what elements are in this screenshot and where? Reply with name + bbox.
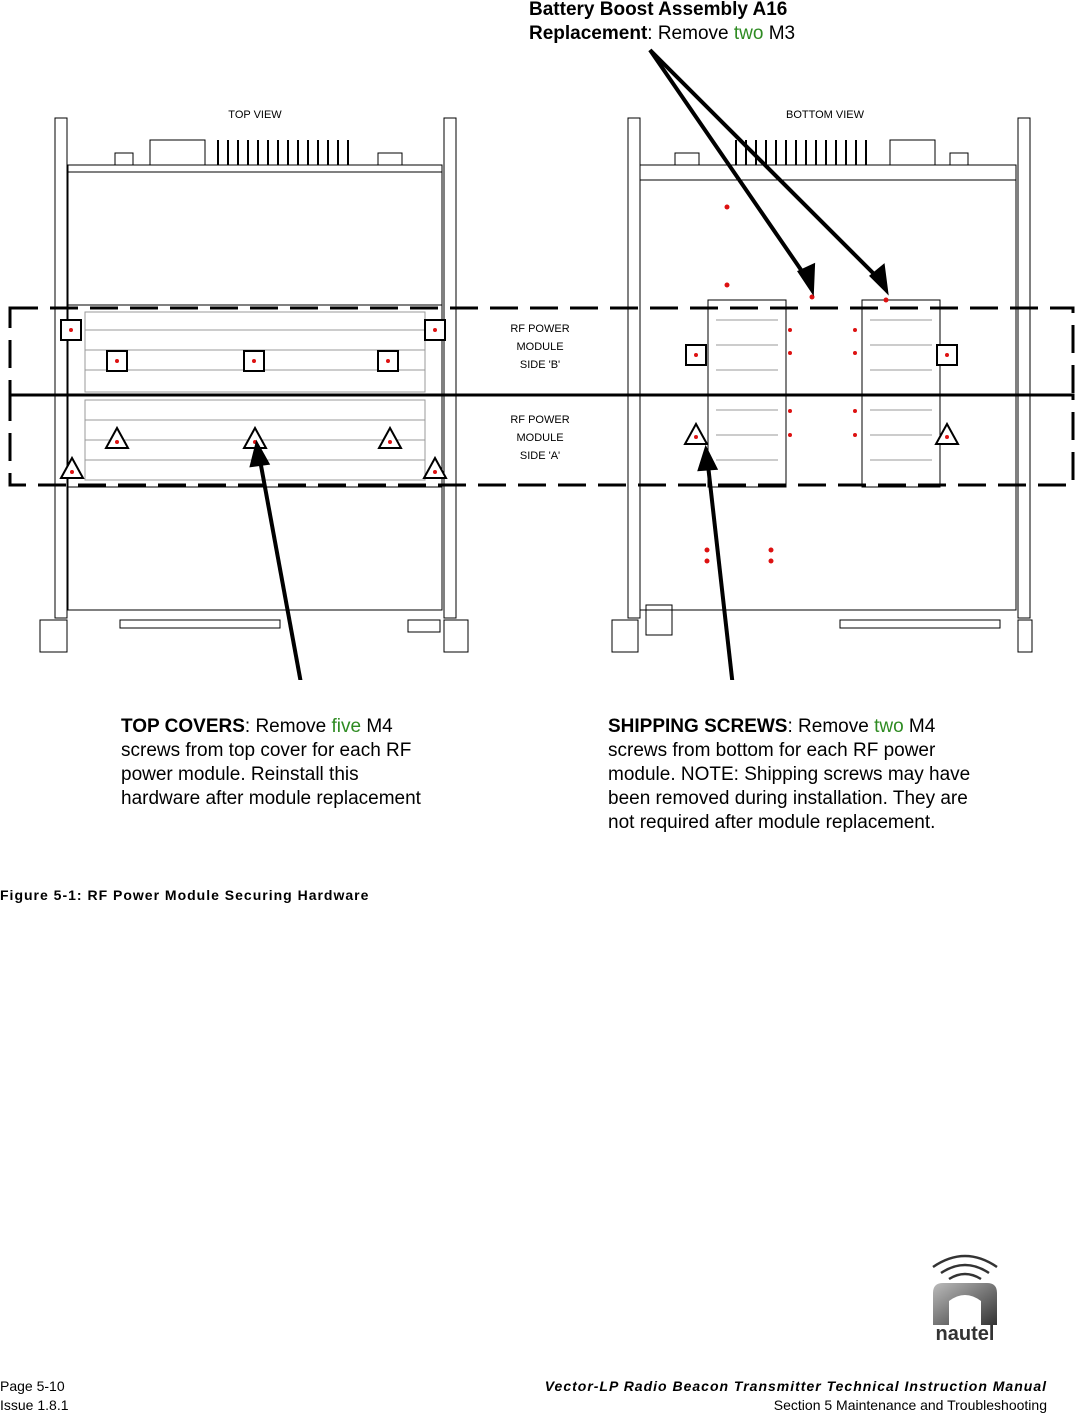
module-a-label — [490, 411, 590, 465]
module-a-line1: RF POWER — [510, 414, 570, 426]
shipping-count: two — [874, 716, 904, 737]
shipping-line3: been removed during installation. They are — [608, 788, 968, 809]
battery-text-post: M3 — [763, 23, 796, 44]
logo-text: nautel — [935, 1323, 995, 1345]
shipping-line1: screws from bottom for each RF power — [608, 740, 936, 761]
footer-page: Page 5-10 — [0, 1378, 65, 1394]
nautel-logo — [925, 1245, 1005, 1355]
module-a-line3: SIDE 'A' — [519, 450, 561, 462]
shipping-line4: not required after module replacement. — [608, 812, 936, 833]
shipping-text-pre: : Remove — [787, 716, 875, 737]
bottom-view-label: BOTTOM VIEW — [785, 109, 865, 121]
top-covers-line2: power module. Reinstall this — [121, 764, 359, 785]
module-a-line2: MODULE — [516, 432, 564, 444]
footer-section: Section 5 Maintenance and Troubleshooting — [773, 1397, 1047, 1413]
top-covers-count: five — [331, 716, 362, 737]
module-b-line2: MODULE — [516, 341, 564, 353]
battery-text-pre: : Remove — [647, 23, 734, 44]
top-covers-text-post: M4 — [361, 716, 393, 737]
footer-issue: Issue 1.8.1 — [0, 1397, 69, 1413]
battery-count: two — [733, 23, 764, 44]
battery-heading2: Replacement — [529, 23, 648, 44]
top-covers-callout — [121, 715, 541, 811]
top-covers-text-pre: : Remove — [244, 716, 332, 737]
module-b-line1: RF POWER — [510, 323, 570, 335]
top-covers-line1: screws from top cover for each RF — [121, 740, 412, 761]
footer-title: Vector-LP Radio Beacon Transmitter Technical Instruction Manual — [544, 1378, 1047, 1394]
battery-heading: Battery Boost Assembly A16 — [529, 0, 788, 20]
top-covers-heading: TOP COVERS — [121, 716, 245, 737]
shipping-heading: SHIPPING SCREWS — [608, 716, 788, 737]
figure-caption: Figure 5-1: RF Power Module Securing Hardware — [0, 887, 370, 903]
battery-callout — [529, 0, 949, 46]
shipping-line2: module. NOTE: Shipping screws may have — [608, 764, 971, 785]
top-view-label: TOP VIEW — [228, 109, 282, 121]
shipping-text-post: M4 — [903, 716, 936, 737]
module-b-line3: SIDE 'B' — [519, 359, 561, 371]
top-covers-line3: hardware after module replacement — [121, 788, 421, 809]
module-b-label — [490, 320, 590, 374]
shipping-screws-callout — [608, 715, 1068, 835]
